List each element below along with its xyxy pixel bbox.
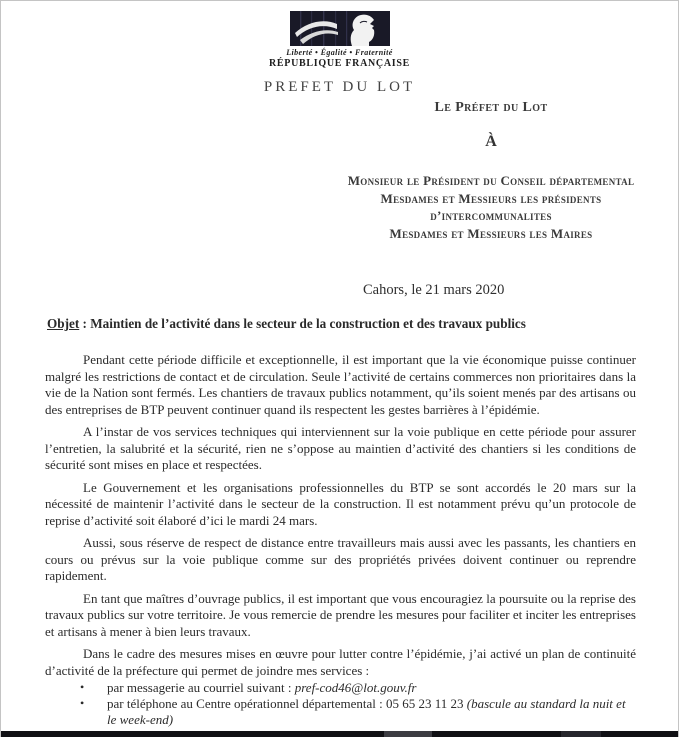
scan-artifact-segment [561,731,601,737]
address-block [341,100,641,242]
contact-email-text: par messagerie au courriel suivant : [107,680,295,695]
contact-item-phone [107,696,636,728]
recipient-line: Mesdames et Messieurs les Maires [389,225,593,241]
paragraph: Pendant cette période difficile et exceptionnelle, il est important que la vie économique puisse continuer malgré les restrictions de contact et de circulation. Seule l’activité de certains commerces non prioritaires dans la vie de la Nation sont fermés. Les chantiers de travaux publics notamment, qu’ils soient menés par des artisans ou des entreprises de BTP peuvent continuer quand ils respectent les gestes barrières à l’épidémie. [45,352,636,417]
sender-line: Le Préfet du Lot [434,100,548,115]
paragraph: En tant que maîtres d’ouvrage publics, il est important que vous encouragiez la poursuite ou la reprise des travaux publics sur votre territoire. Je vous remercie de prendre les mesures pour faciliter et inciter les entreprises et artisans à mener à bien leurs travaux. [45,590,636,639]
recipient-line: Monsieur le Président du Conseil départemental [347,173,635,188]
contact-phone-text: par téléphone au Centre opérationnel départemental : 05 65 23 11 23 [107,696,467,711]
salutation-a: À [485,133,497,150]
paragraph: Dans le cadre des mesures mises en œuvre pour lutter contre l’épidémie, j’ai activé un plan de continuité d’activité de la préfecture qui permet de joindre mes services : [45,646,636,678]
paragraph: Le Gouvernement et les organisations professionnelles du BTP se sont accordés le 20 mars sur la nécessité de maintenir l’activité dans le secteur de la construction. Il est notamment prévu qu’un protocole de reprise d’activité soit élaboré d’ici le mardi 24 mars. [45,479,636,528]
scan-artifact-bar [1,731,679,737]
contact-item-email [107,680,636,696]
subject-label: Objet [47,316,80,331]
contact-list [45,680,636,728]
prefecture-title: PREFET DU LOT [263,79,416,95]
paragraph: Aussi, sous réserve de respect de distance entre travailleurs mais aussi avec les passants, les chantiers en cours ou prévus sur la voie publique comme sur des propriétés privées doivent continuer ou reprendre rapidement. [45,535,636,583]
subject-separator: : [79,316,91,331]
letter-body [45,352,636,728]
marianne-logo-icon [290,11,390,46]
recipients-list [341,172,641,242]
recipient-line: Mesdames et Messieurs les présidents [380,190,602,206]
paragraph: A l’instar de vos services techniques qui interviennent sur la voie publique en cette période pour assurer l’entretien, la salubrité et la sécurité, rien ne s’oppose au maintien d’activité des chantiers si les conditions de sécurité sont mises en place et respectées. [45,424,636,472]
scan-artifact-segment [384,731,432,737]
contact-phone-note: (bascule au standard la nuit et le week-end) [107,696,626,727]
contact-email-address: pref-cod46@lot.gouv.fr [294,680,417,695]
republic-name: RÉPUBLIQUE FRANÇAISE [269,58,410,69]
republic-motto: Liberté • Égalité • Fraternité [286,48,393,57]
subject-text: Maintien de l’activité dans le secteur de la construction et des travaux publics [90,316,526,331]
recipient-line: d’intercommunalites [430,208,552,223]
subject-line [47,316,634,332]
letterhead [1,11,678,96]
date-line: Cahors, le 21 mars 2020 [363,282,505,298]
